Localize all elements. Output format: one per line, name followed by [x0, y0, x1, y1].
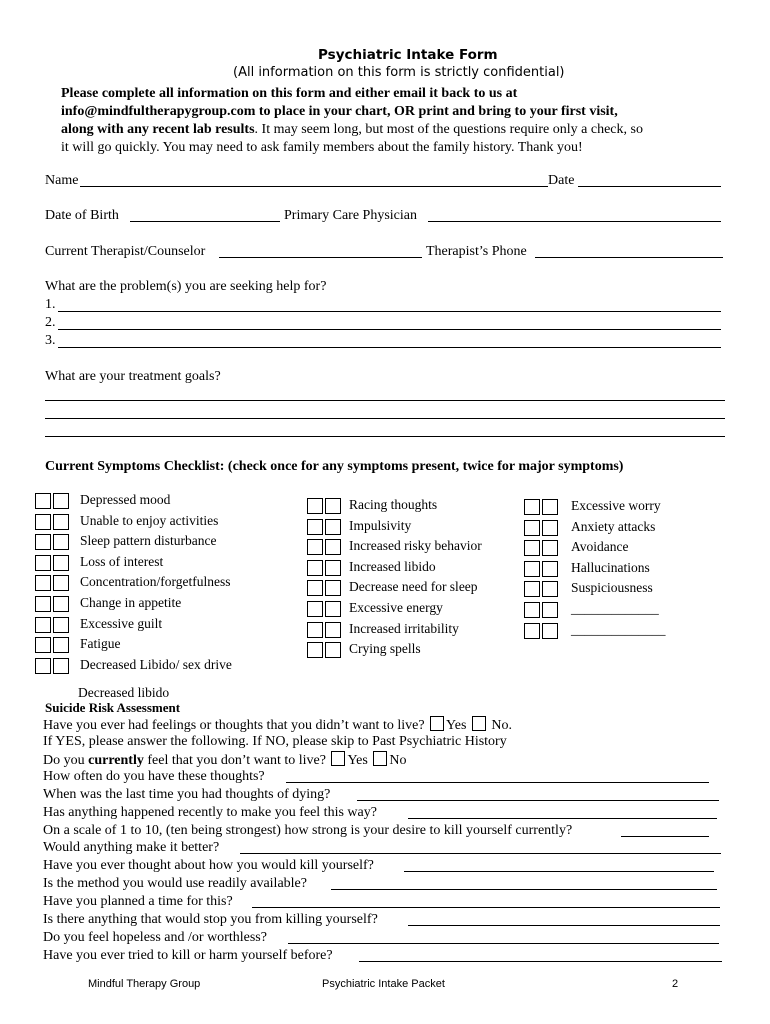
- q2-no-label: No: [389, 753, 407, 768]
- symptom-checkbox-once[interactable]: [35, 596, 51, 612]
- q2-text-b: currently: [88, 753, 144, 768]
- suicide-q2: [43, 751, 406, 769]
- suicide-q10: Have you planned a time for this?: [43, 894, 233, 909]
- therapist-input-line[interactable]: [219, 257, 422, 258]
- symptom-label: Concentration/forgetfulness: [80, 574, 231, 590]
- symptom-label: Unable to enjoy activities: [80, 512, 219, 528]
- symptom-checkbox-twice[interactable]: [542, 561, 558, 577]
- symptom-checkbox-twice[interactable]: [53, 514, 69, 530]
- symptom-checkbox-once[interactable]: [35, 534, 51, 550]
- goals-input-line-1[interactable]: [45, 400, 725, 401]
- q1-no-checkbox[interactable]: [472, 716, 486, 731]
- symptom-checkbox-twice[interactable]: [542, 581, 558, 597]
- pcp-label: Primary Care Physician: [284, 208, 417, 223]
- form-title: Psychiatric Intake Form: [318, 47, 498, 63]
- problem-2-input-line[interactable]: [58, 329, 721, 330]
- pcp-input-line[interactable]: [428, 221, 721, 222]
- symptom-label: ______________: [571, 621, 666, 637]
- therapist-label: Current Therapist/Counselor: [45, 244, 206, 259]
- symptom-label: Excessive worry: [571, 498, 661, 513]
- problem-1-input-line[interactable]: [58, 311, 721, 312]
- symptom-label: Crying spells: [349, 641, 421, 657]
- goals-input-line-3[interactable]: [45, 436, 725, 437]
- symptoms-heading: Current Symptoms Checklist: (check once for any symptoms present, twice for major symptoms): [45, 459, 624, 474]
- date-label: Date: [548, 173, 575, 188]
- q3-input-line[interactable]: [286, 782, 709, 783]
- symptom-checkbox-once[interactable]: [307, 560, 323, 576]
- symptom-checkbox-once[interactable]: [35, 575, 51, 591]
- footer-org: Mindful Therapy Group: [88, 978, 201, 990]
- q2-yes-label: Yes: [347, 753, 368, 768]
- symptom-label: Increased irritability: [349, 620, 459, 636]
- symptom-label: Sleep pattern disturbance: [80, 533, 217, 549]
- q6-input-line[interactable]: [621, 836, 709, 837]
- symptom-label: Avoidance: [571, 539, 629, 555]
- symptom-label: Anxiety attacks: [571, 518, 656, 534]
- symptom-checkbox-twice[interactable]: [53, 637, 69, 653]
- suicide-q1: [43, 716, 512, 734]
- footer-doc: Psychiatric Intake Packet: [322, 978, 445, 990]
- suicide-q11: Is there anything that would stop you from killing yourself?: [43, 912, 378, 927]
- symptom-checkbox-once[interactable]: [524, 561, 540, 577]
- symptom-label: Suspiciousness: [571, 580, 653, 596]
- symptom-checkbox-once[interactable]: [524, 581, 540, 597]
- symptom-checkbox-twice[interactable]: [325, 580, 341, 596]
- symptom-checkbox-once[interactable]: [524, 602, 540, 618]
- symptom-label: Excessive guilt: [80, 615, 163, 631]
- suicide-q7: Would anything make it better?: [43, 840, 220, 855]
- symptom-checkbox-once[interactable]: [524, 520, 540, 536]
- q2-text-c: feel that you don’t want to live?: [143, 753, 326, 768]
- symptom-checkbox-twice[interactable]: [325, 498, 341, 514]
- q9-input-line[interactable]: [331, 889, 717, 890]
- symptom-checkbox-twice[interactable]: [542, 520, 558, 536]
- symptom-checkbox-once[interactable]: [35, 493, 51, 509]
- problem-3-input-line[interactable]: [58, 347, 721, 348]
- symptom-checkbox-once[interactable]: [307, 498, 323, 514]
- q2-yes-checkbox[interactable]: [331, 751, 345, 766]
- q1-text: Have you ever had feelings or thoughts that you didn’t want to live?: [43, 718, 425, 733]
- goals-question: What are your treatment goals?: [45, 369, 221, 384]
- symptom-checkbox-once[interactable]: [307, 539, 323, 555]
- symptom-label: Increased libido: [349, 558, 436, 574]
- q5-input-line[interactable]: [408, 818, 717, 819]
- symptom-label: Fatigue: [80, 636, 121, 652]
- suicide-q6: On a scale of 1 to 10, (ten being strongest) how strong is your desire to kill yourself currently?: [43, 823, 573, 838]
- symptom-label: Impulsivity: [349, 517, 412, 533]
- problem-1-label: 1.: [45, 297, 56, 312]
- instructions-line-3-rest: . It may seem long, but most of the questions require only a check, so: [254, 122, 643, 137]
- suicide-q9: Is the method you would use readily available?: [43, 876, 307, 891]
- symptom-checkbox-once[interactable]: [35, 555, 51, 571]
- symptom-checkbox-twice[interactable]: [542, 602, 558, 618]
- symptom-checkbox-twice[interactable]: [325, 560, 341, 576]
- symptom-checkbox-once[interactable]: [307, 519, 323, 535]
- symptom-checkbox-twice[interactable]: [542, 499, 558, 515]
- q4-input-line[interactable]: [357, 800, 719, 801]
- symptom-checkbox-twice[interactable]: [53, 658, 69, 674]
- form-subtitle: (All information on this form is strictly confidential): [233, 65, 565, 80]
- symptom-label: Hallucinations: [571, 559, 650, 575]
- name-input-line[interactable]: [80, 186, 548, 187]
- name-label: Name: [45, 173, 79, 188]
- instructions-line-2: info@mindfultherapygroup.com to place in your chart, OR print and bring to your first visit,: [61, 104, 618, 119]
- instructions-line-4: it will go quickly. You may need to ask family members about the family history. Thank you!: [61, 140, 583, 155]
- symptom-checkbox-once[interactable]: [35, 617, 51, 633]
- goals-input-line-2[interactable]: [45, 418, 725, 419]
- q1-yes-label: Yes: [446, 718, 467, 733]
- symptom-label: Depressed mood: [80, 492, 171, 507]
- q8-input-line[interactable]: [404, 871, 714, 872]
- symptom-checkbox-twice[interactable]: [53, 493, 69, 509]
- q12-input-line[interactable]: [288, 943, 719, 944]
- symptom-checkbox-twice[interactable]: [542, 623, 558, 639]
- q1-yes-checkbox[interactable]: [430, 716, 444, 731]
- decreased-libido-note: Decreased libido: [78, 685, 170, 700]
- suicide-q4: When was the last time you had thoughts of dying?: [43, 787, 331, 802]
- symptom-checkbox-once[interactable]: [307, 642, 323, 658]
- symptom-checkbox-twice[interactable]: [542, 540, 558, 556]
- symptom-checkbox-once[interactable]: [524, 499, 540, 515]
- symptom-label: Decrease need for sleep: [349, 579, 478, 595]
- symptom-label: Increased risky behavior: [349, 538, 482, 554]
- problem-3-label: 3.: [45, 333, 56, 348]
- symptom-label: _____________: [571, 601, 659, 616]
- therapist-phone-label: Therapist’s Phone: [426, 244, 527, 259]
- symptom-checkbox-twice[interactable]: [325, 622, 341, 638]
- q2-no-checkbox[interactable]: [373, 751, 387, 766]
- symptom-checkbox-once[interactable]: [307, 622, 323, 638]
- symptom-label: Decreased Libido/ sex drive: [80, 656, 232, 672]
- symptom-checkbox-once[interactable]: [307, 601, 323, 617]
- symptom-checkbox-twice[interactable]: [53, 534, 69, 550]
- symptom-checkbox-twice[interactable]: [53, 575, 69, 591]
- q2-text-a: Do you: [43, 753, 89, 768]
- suicide-q12: Do you feel hopeless and /or worthless?: [43, 930, 267, 945]
- symptom-checkbox-once[interactable]: [524, 623, 540, 639]
- if-yes-instruction: If YES, please answer the following. If NO, please skip to Past Psychiatric History: [43, 734, 507, 749]
- symptom-checkbox-twice[interactable]: [325, 601, 341, 617]
- symptom-checkbox-once[interactable]: [35, 514, 51, 530]
- q7-input-line[interactable]: [240, 853, 721, 854]
- instructions-line-1: Please complete all information on this form and either email it back to us at: [61, 86, 518, 101]
- symptom-checkbox-twice[interactable]: [53, 555, 69, 571]
- therapist-phone-input-line[interactable]: [535, 257, 723, 258]
- symptom-label: Change in appetite: [80, 595, 182, 610]
- symptom-checkbox-twice[interactable]: [53, 596, 69, 612]
- symptom-label: Excessive energy: [349, 600, 443, 615]
- symptom-checkbox-once[interactable]: [524, 540, 540, 556]
- suicide-q3: How often do you have these thoughts?: [43, 769, 265, 784]
- dob-input-line[interactable]: [130, 221, 280, 222]
- date-input-line[interactable]: [578, 186, 721, 187]
- dob-label: Date of Birth: [45, 208, 119, 223]
- suicide-q5: Has anything happened recently to make you feel this way?: [43, 805, 377, 820]
- symptom-checkbox-twice[interactable]: [325, 519, 341, 535]
- lab-results-text: along with any recent lab results: [61, 122, 255, 137]
- symptom-checkbox-once[interactable]: [307, 580, 323, 596]
- problem-2-label: 2.: [45, 315, 56, 330]
- footer-page-number: 2: [672, 978, 679, 990]
- q10-input-line[interactable]: [252, 907, 720, 908]
- symptom-checkbox-twice[interactable]: [325, 539, 341, 555]
- symptom-checkbox-once[interactable]: [35, 637, 51, 653]
- q13-input-line[interactable]: [359, 961, 722, 962]
- suicide-q8: Have you ever thought about how you would kill yourself?: [43, 858, 374, 873]
- q11-input-line[interactable]: [408, 925, 720, 926]
- symptom-label: Racing thoughts: [349, 497, 438, 512]
- symptom-label: Loss of interest: [80, 553, 164, 569]
- symptom-checkbox-twice[interactable]: [325, 642, 341, 658]
- instructions-line-3: [61, 122, 643, 138]
- q1-no-label: No.: [491, 718, 513, 733]
- symptom-checkbox-once[interactable]: [35, 658, 51, 674]
- suicide-q13: Have you ever tried to kill or harm yourself before?: [43, 948, 333, 963]
- problems-question: What are the problem(s) you are seeking help for?: [45, 279, 327, 294]
- symptom-checkbox-twice[interactable]: [53, 617, 69, 633]
- suicide-heading: Suicide Risk Assessment: [45, 700, 181, 715]
